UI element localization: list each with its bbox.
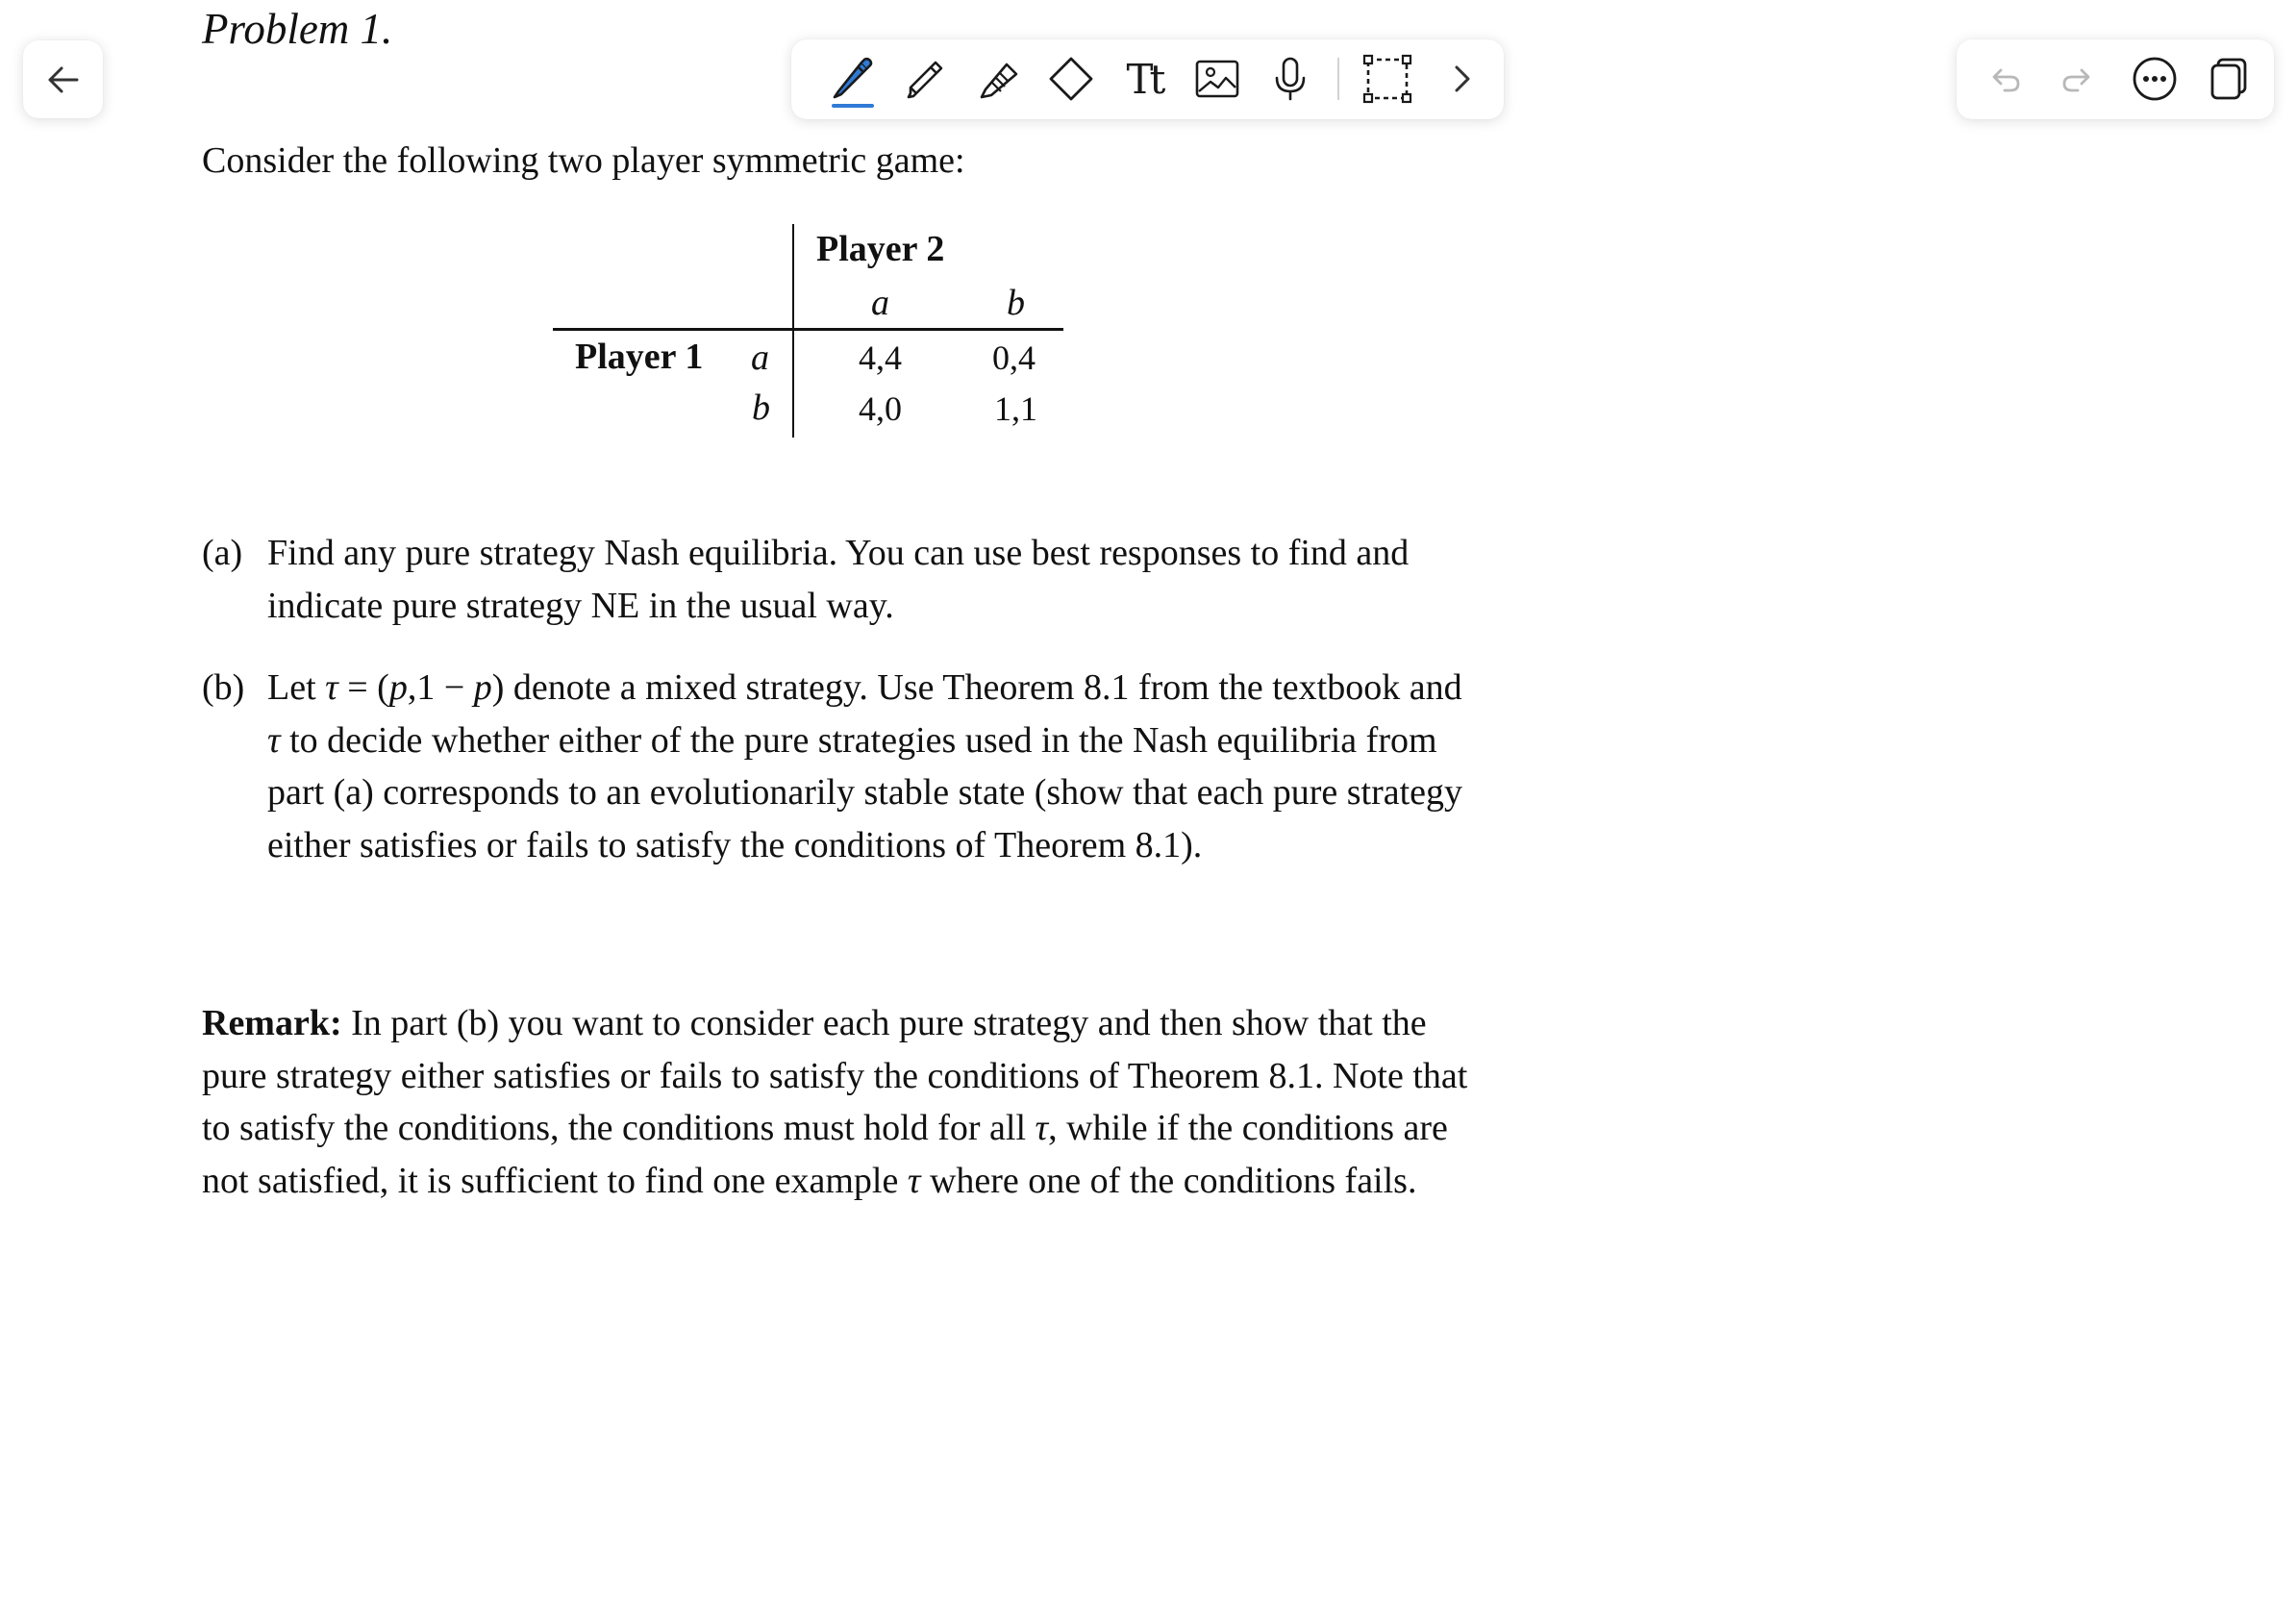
tau-symbol: τ (907, 1160, 921, 1201)
row-strategy-a: a (751, 338, 769, 378)
microphone-tool[interactable] (1261, 50, 1319, 108)
part-a-label: (a) (202, 533, 243, 573)
eraser-tool[interactable] (1042, 50, 1100, 108)
payoff-cell: 1,1 (994, 389, 1037, 428)
chevron-right-icon (1443, 60, 1482, 98)
arrow-left-icon (44, 61, 83, 99)
pen-icon (825, 53, 877, 105)
image-tool[interactable] (1188, 50, 1246, 108)
text-run: where one of the conditions fails. (920, 1160, 1417, 1201)
active-tool-indicator (832, 104, 874, 108)
eraser-icon (1045, 53, 1097, 105)
image-icon (1191, 53, 1243, 105)
text-tool[interactable] (1115, 50, 1173, 108)
row-strategy-b: b (752, 388, 770, 428)
intro-text: Consider the following two player symmetric game: (202, 140, 965, 181)
player-2-header: Player 2 (816, 229, 945, 269)
pen-tool[interactable] (822, 50, 880, 108)
payoff-cell: 0,4 (992, 338, 1036, 377)
p-symbol: p (388, 667, 408, 708)
more-tools[interactable] (1434, 50, 1491, 108)
p-symbol: p (473, 667, 492, 708)
tau-symbol: τ (267, 719, 281, 761)
pages-icon (2205, 55, 2253, 103)
text-run: = ( (337, 667, 389, 708)
ellipsis-icon (2131, 55, 2179, 103)
problem-title: Problem 1. (202, 5, 393, 53)
highlighter-tool[interactable] (969, 50, 1027, 108)
lasso-select-tool[interactable] (1359, 50, 1416, 108)
payoff-cell: 4,0 (859, 389, 902, 428)
text-run: In part (b) you want to consider each pure strategy and then show that the pure strategy either satisfies or fails to satisfy the conditions of Theorem 8.1. Note that to satisfy the conditions, the conditions must hold for all (202, 1003, 1468, 1148)
text-run: ,1 − (407, 667, 474, 708)
toolbar-divider (1337, 58, 1339, 100)
text-icon: Tt (1126, 55, 1162, 103)
redo-icon (2059, 58, 2101, 100)
player-1-header: Player 1 (575, 337, 704, 377)
col-strategy-a: a (871, 283, 889, 323)
undo-button[interactable] (1974, 50, 2032, 108)
part-b-label: (b) (202, 667, 245, 708)
tau-symbol: τ (1035, 1108, 1049, 1148)
pencil-icon (899, 53, 951, 105)
table-header-rule (553, 328, 1063, 331)
part-a-text: Find any pure strategy Nash equilibria. You can use best responses to find and indicate pure strategy NE in the usual way. (267, 533, 1410, 626)
remark-label: Remark: (202, 1003, 342, 1043)
table-vertical-rule (792, 224, 794, 438)
microphone-icon (1264, 53, 1316, 105)
redo-button[interactable] (2051, 50, 2109, 108)
undo-icon (1982, 58, 2024, 100)
pencil-tool[interactable] (896, 50, 954, 108)
col-strategy-b: b (1007, 283, 1025, 323)
back-button[interactable] (23, 40, 103, 118)
payoff-cell: 4,4 (859, 338, 902, 377)
text-run: to decide whether either of the pure strategies used in the Nash equilibria from part (a) corresponds to an evolutionarily stable state (show that each pure strategy either satisfies or fails to satisfy the conditions of Theorem 8.1). (267, 719, 1463, 865)
pages-button[interactable] (2200, 50, 2258, 108)
highlighter-icon (972, 53, 1024, 105)
text-run: Let (267, 667, 326, 708)
selection-icon (1360, 52, 1414, 106)
tau-symbol: τ (325, 667, 338, 708)
text-run: ) denote a mixed strategy. Use Theorem 8.1 from the textbook and (491, 667, 1462, 708)
part-b-text (267, 662, 1479, 871)
more-options-button[interactable] (2126, 50, 2184, 108)
remark-paragraph (202, 997, 1481, 1207)
text-run: , while if the conditions are not satisfied, it is sufficient to find one example (202, 1108, 1448, 1201)
